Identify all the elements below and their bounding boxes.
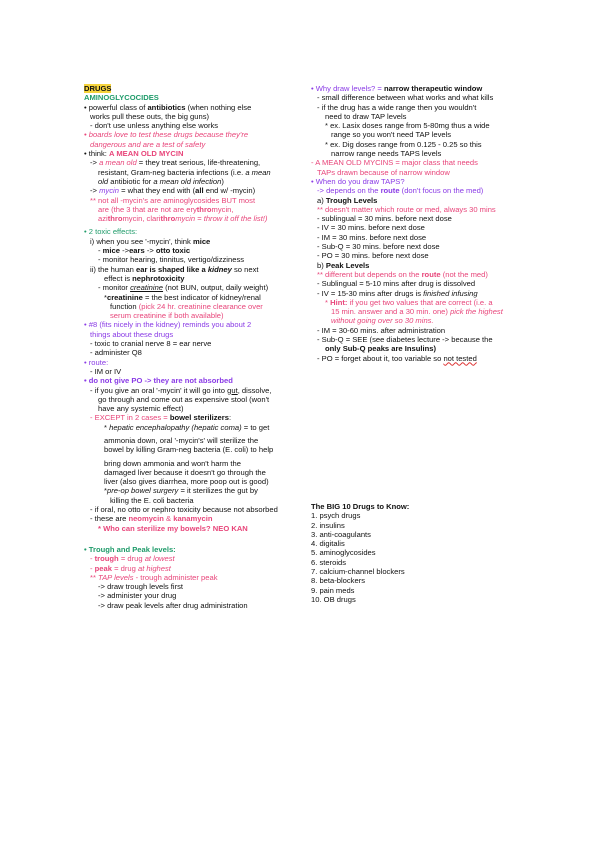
note-line: ** not all -mycin's are aminoglycosides BUT most xyxy=(90,195,256,205)
note-line: - monitor creatinine (not BUN, output, daily weight) xyxy=(98,283,269,293)
big-10-item: 4. digitalis xyxy=(311,539,345,549)
note-line: * ex. Lasix doses range from 5-80mg thus a wide xyxy=(325,121,490,131)
big-10-heading: The BIG 10 Drugs to Know: xyxy=(311,501,410,511)
note-line: - A MEAN OLD MYCINS = major class that needs xyxy=(311,158,478,168)
note-line: *creatinine = the best indicator of kidney/renal xyxy=(104,292,261,302)
note-line: - don't use unless anything else works xyxy=(90,121,219,131)
note-line: * Hint: if you get two values that are correct (i.e. a xyxy=(325,297,493,307)
note-line: -> administer your drug xyxy=(98,591,177,601)
big-10-item: 2. insulins xyxy=(311,520,345,530)
note-line: a) Trough Levels xyxy=(317,195,378,205)
note-line: • route: xyxy=(84,357,109,367)
note-line: have any systemic effect) xyxy=(98,404,184,414)
note-line: need to draw TAP levels xyxy=(325,111,407,121)
note-line: -> mycin = what they end with (all end w/ -mycin) xyxy=(90,186,256,196)
note-line: function (pick 24 hr. creatinine clearance over xyxy=(110,301,263,311)
note-line: serum creatinine if both available) xyxy=(110,311,224,321)
big-10-item: 10. OB drugs xyxy=(311,594,356,604)
note-line: - IV = 15-30 mins after drugs is finished infusing xyxy=(317,288,478,298)
note-line: * hepatic encephalopathy (hepatic coma) = to get xyxy=(104,422,270,432)
note-line: • powerful class of antibiotics (when nothing else xyxy=(84,102,252,112)
note-line: ** doesn't matter which route or med, always 30 mins xyxy=(317,204,496,214)
section-heading: AMINOGLYCOCIDES xyxy=(84,93,159,103)
note-line: -> a mean old = they treat serious, life-threatening, xyxy=(90,158,261,168)
note-line: b) Peak Levels xyxy=(317,260,370,270)
note-line: TAPs drawn because of narrow window xyxy=(317,167,450,177)
big-10-item: 3. anti-coagulants xyxy=(311,529,371,539)
note-line: 15 min. answer and a 30 min. one) pick the highest xyxy=(331,307,503,317)
note-line: go through and come out as expensive stool (won't xyxy=(98,394,270,404)
note-line: - peak = drug at highest xyxy=(90,563,171,573)
note-line: things about these drugs xyxy=(90,329,174,339)
note-line: - Sub-Q = 30 mins. before next dose xyxy=(317,242,440,252)
note-line: - mice ->ears -> otto toxic xyxy=(98,246,191,256)
note-line: - EXCEPT in 2 cases = bowel sterilizers: xyxy=(90,413,232,423)
note-line: - trough = drug at lowest xyxy=(90,554,175,564)
note-line: • Trough and Peak levels: xyxy=(84,544,176,554)
note-line: - PO = 30 mins. before next dose xyxy=(317,251,429,261)
big-10-list xyxy=(311,511,533,604)
big-10-item: 5. aminoglycosides xyxy=(311,548,376,558)
note-line: - if the drug has a wide range then you wouldn't xyxy=(317,102,477,112)
right-column xyxy=(311,84,533,604)
note-line: - IV = 30 mins. before next dose xyxy=(317,223,425,233)
note-line: without going over so 30 mins. xyxy=(331,316,434,326)
note-line: - IM or IV xyxy=(90,366,122,376)
big-10-item: 6. steroids xyxy=(311,557,347,567)
note-line: -> draw peak levels after drug administration xyxy=(98,600,248,610)
note-line: • Why draw levels? = narrow therapeutic window xyxy=(311,84,483,93)
note-line: • think: A MEAN OLD MYCIN xyxy=(84,149,184,159)
big-10-item: 8. beta-blockers xyxy=(311,576,366,586)
note-line: ammonia down, oral '-mycin's' will sterilize the xyxy=(104,435,259,445)
note-line: - Sublingual = 5-10 mins after drug is dissolved xyxy=(317,279,476,289)
note-line: azithromycin, clarithromycin = throw it off the list!) xyxy=(98,214,268,224)
note-line: bowel by killing Gram-neg bacteria (E. coli) to help xyxy=(104,445,274,455)
left-column xyxy=(84,84,310,610)
note-line: range so you won't need TAP levels xyxy=(331,130,452,140)
note-line: *pre-op bowel surgery = it sterilizes the gut by xyxy=(104,486,258,496)
note-line: • boards love to test these drugs because they're xyxy=(84,130,249,140)
note-line: - IM = 30 mins. before next dose xyxy=(317,232,427,242)
note-line: -> depends on the route (don't focus on the med) xyxy=(317,186,484,196)
note-line: • #8 (fits nicely in the kidney) reminds you about 2 xyxy=(84,320,252,330)
big-10-item: 1. psych drugs xyxy=(311,511,361,521)
note-line: are (the 3 that are not are erythromycin, xyxy=(98,204,234,214)
note-line: - IM = 30-60 mins. after administration xyxy=(317,325,446,335)
note-line: ** different but depends on the route (not the med) xyxy=(317,269,488,279)
note-line: * Who can sterilize my bowels? NEO KAN xyxy=(98,523,248,533)
note-line: liver (also gives diarrhea, more poop out is good) xyxy=(104,477,269,487)
note-line: - toxic to cranial nerve 8 = ear nerve xyxy=(90,339,212,349)
note-line: * ex. Dig doses range from 0.125 - 0.25 so this xyxy=(325,139,482,149)
note-line: - if oral, no otto or nephro toxicity because not absorbed xyxy=(90,505,278,515)
note-line: • do not give PO -> they are not absorbed xyxy=(84,376,233,386)
note-line: ** TAP levels - trough administer peak xyxy=(90,572,218,582)
note-line: effect is nephrotoxicity xyxy=(104,273,185,283)
note-line: i) when you see '-mycin', think mice xyxy=(90,236,211,246)
note-line: old antibiotic for a mean old infection) xyxy=(98,176,224,186)
note-line: - sublingual = 30 mins. before next dose xyxy=(317,214,452,224)
note-line: - small difference between what works and what kills xyxy=(317,93,494,103)
note-line: - if you give an oral '-mycin' it will go into gut, dissolve, xyxy=(90,385,272,395)
note-line: damaged liver because it doesn't go through the xyxy=(104,467,266,477)
note-line: - these are neomycin & kanamycin xyxy=(90,514,213,524)
note-line: - PO = forget about it, too variable so not tested xyxy=(317,353,477,363)
note-line: -> draw trough levels first xyxy=(98,582,184,592)
note-line: resistant, Gram-neg bacteria infections (i.e. a mean xyxy=(98,167,271,177)
note-line: ii) the human ear is shaped like a kidney so next xyxy=(90,264,259,274)
doc-title: DRUGS xyxy=(84,84,112,93)
note-line: works pull these outs, the big guns) xyxy=(90,111,210,121)
note-line: - Sub-Q = SEE (see diabetes lecture -> because the xyxy=(317,335,493,345)
note-line: bring down ammonia and won't harm the xyxy=(104,458,241,468)
big-10-item: 7. calcium-channel blockers xyxy=(311,566,405,576)
note-line: dangerous and are a test of safety xyxy=(90,139,206,149)
note-line: • 2 toxic effects: xyxy=(84,227,138,237)
big-10-item: 9. pain meds xyxy=(311,585,355,595)
note-line: narrow range needs TAPS levels xyxy=(331,149,442,159)
note-line: killing the E. coli bacteria xyxy=(110,495,194,505)
note-line: - administer Q8 xyxy=(90,348,142,358)
note-line: only Sub-Q peaks are Insulins) xyxy=(325,344,436,354)
note-line: - monitor hearing, tinnitus, vertigo/dizziness xyxy=(98,255,245,265)
note-line: • When do you draw TAPS? xyxy=(311,176,405,186)
